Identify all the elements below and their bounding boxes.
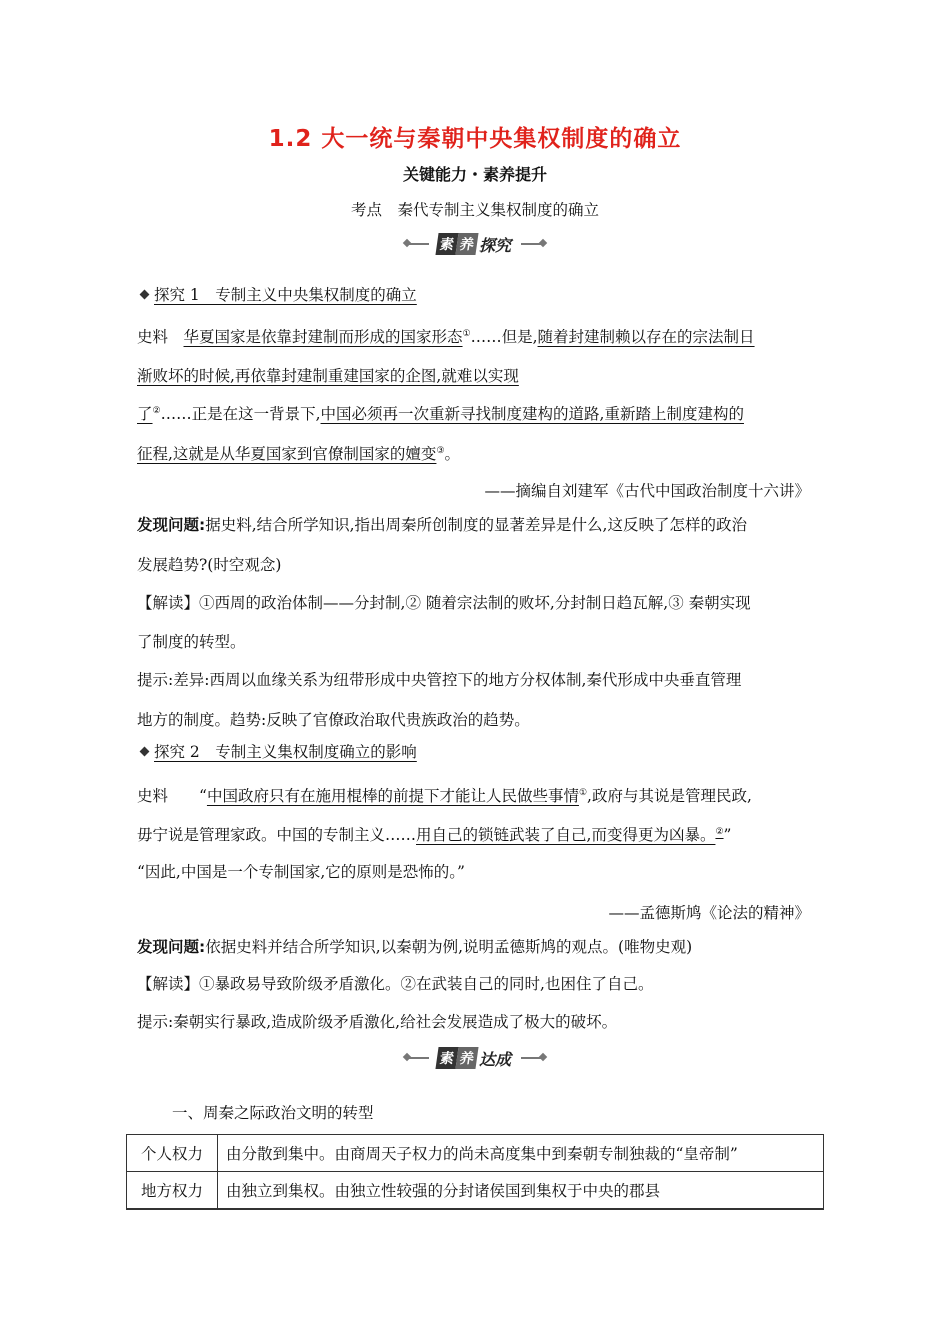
explore-2-question: 发现问题:依据史料并结合所学知识,以秦朝为例,说明孟德斯鸠的观点。(唯物史观) [137, 938, 693, 956]
explore-2-heading: 探究 2 专制主义集权制度确立的影响 [141, 742, 417, 762]
badge-label: 达成 [478, 1049, 511, 1069]
explore-1-reading-line-1: 【解读】①西周的政治体制——分封制,② 随着宗法制的败坏,分封制日趋瓦解,③ 秦朝实现 [137, 594, 751, 612]
badge-char-2: 养 [455, 1047, 478, 1069]
badge-char-1: 素 [435, 233, 458, 255]
page-title: 1.2 大一统与秦朝中央集权制度的确立 [268, 126, 682, 152]
explore-badge [0, 230, 950, 256]
explore-1-hint-line-2: 地方的制度。趋势:反映了官僚政治取代贵族政治的趋势。 [137, 711, 530, 729]
explore-1-question-line-2: 发展趋势?(时空观念) [137, 556, 282, 574]
explore-1-citation: ——摘编自刘建军《古代中国政治制度十六讲》 [484, 482, 810, 500]
explore-2-citation: ——孟德斯鸠《论法的精神》 [608, 904, 810, 922]
section-subtitle: 关键能力・素养提升 [402, 165, 547, 184]
table-cell-value: 由独立到集权。由独立性较强的分封诸侯国到集权于中央的郡县 [218, 1172, 824, 1210]
explore-2-source-line-3: “因此,中国是一个专制国家,它的原则是恐怖的。” [137, 863, 465, 881]
table-cell-value: 由分散到集中。由商周天子权力的尚未高度集中到秦朝专制独裁的“皇帝制” [218, 1135, 824, 1172]
topic-heading: 考点 秦代专制主义集权制度的确立 [350, 201, 599, 219]
explore-1-source-line-4: 征程,这就是从华夏国家到官僚制国家的嬗变③。 [137, 445, 461, 463]
explore-1-source-line-1: 史料 华夏国家是依靠封建制而形成的国家形态①……但是,随着封建制赖以存在的宗法制日 [137, 328, 755, 346]
explore-1-source-line-2: 渐败坏的时候,再依靠封建制重建国家的企图,就难以实现 [137, 367, 519, 385]
achieve-badge [0, 1044, 950, 1070]
badge-right-ornament [521, 243, 543, 245]
badge-char-2: 养 [455, 233, 478, 255]
badge-left-ornament [407, 1057, 429, 1059]
diamond-bullet-icon [140, 747, 150, 757]
table-cell-key: 个人权力 [127, 1135, 218, 1172]
badge-left-ornament [407, 243, 429, 245]
table-cell-key: 地方权力 [127, 1172, 218, 1210]
explore-1-hint-line-1: 提示:差异:西周以血缘关系为纽带形成中央管控下的地方分权体制,秦代形成中央垂直管理 [137, 671, 742, 689]
explore-1-source-line-3: 了②……正是在这一背景下,中国必须再一次重新寻找制度建构的道路,重新踏上制度建构的 [137, 405, 744, 423]
table-row [127, 1172, 824, 1210]
transition-table [126, 1134, 824, 1210]
explore-1-question-line-1: 发现问题:据史料,结合所学知识,指出周秦所创制度的显著差异是什么,这反映了怎样的政治 [137, 516, 747, 534]
badge-right-ornament [521, 1057, 543, 1059]
badge-char-1: 素 [435, 1047, 458, 1069]
explore-2-source-line-2: 毋宁说是管理家政。中国的专制主义……用自己的锁链武装了自己,而变得更为凶暴。②” [137, 826, 732, 844]
section-heading: 一、周秦之际政治文明的转型 [172, 1104, 374, 1122]
badge-label: 探究 [478, 235, 511, 255]
explore-1-reading-line-2: 了制度的转型。 [137, 633, 246, 651]
table-row [127, 1135, 824, 1172]
diamond-bullet-icon [140, 290, 150, 300]
explore-1-heading: 探究 1 专制主义中央集权制度的确立 [141, 285, 417, 305]
explore-2-source-line-1: 史料 “中国政府只有在施用棍棒的前提下才能让人民做些事情①,政府与其说是管理民政, [137, 787, 752, 805]
explore-2-reading: 【解读】①暴政易导致阶级矛盾激化。②在武装自己的同时,也困住了自己。 [137, 975, 654, 993]
explore-2-hint: 提示:秦朝实行暴政,造成阶级矛盾激化,给社会发展造成了极大的破坏。 [137, 1013, 618, 1031]
